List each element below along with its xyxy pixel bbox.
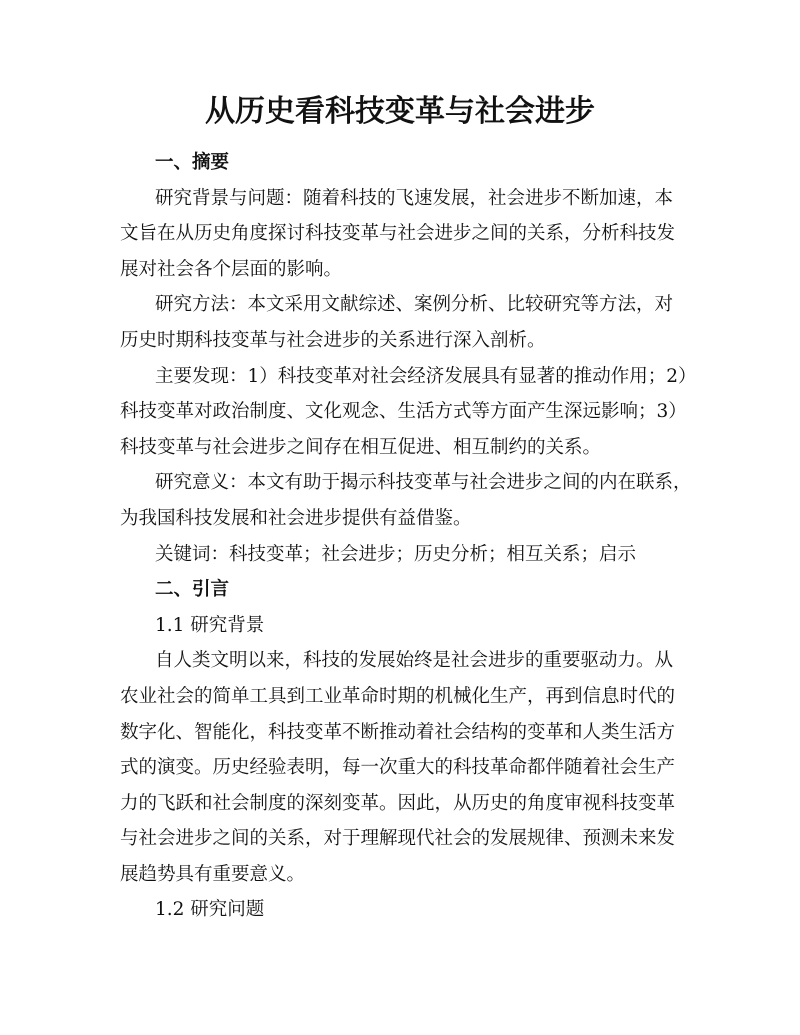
paragraph-line: 研究意义：本文有助于揭示科技变革与社会进步之间的内在联系，	[155, 472, 692, 494]
paragraph-line: 式的演变。历史经验表明，每一次重大的科技革命都伴随着社会生产	[120, 757, 676, 779]
paragraph-line: 历史时期科技变革与社会进步的关系进行深入剖析。	[120, 329, 546, 351]
abstract-background-paragraph	[120, 181, 695, 288]
paragraph-line: 农业社会的简单工具到工业革命时期的机械化生产，再到信息时代的	[120, 685, 676, 707]
paragraph-line: 为我国科技发展和社会进步提供有益借鉴。	[120, 507, 472, 529]
paragraph-line: 主要发现：1）科技变革对社会经济发展具有显著的推动作用；2）	[155, 365, 697, 387]
abstract-findings-paragraph	[120, 359, 695, 466]
paragraph-line: 研究方法：本文采用文献综述、案例分析、比较研究等方法，对	[155, 294, 674, 316]
subsection-heading-questions: 1.2 研究问题	[155, 899, 265, 921]
abstract-significance-paragraph	[120, 465, 695, 536]
document-title: 从历史看科技变革与社会进步	[205, 94, 595, 129]
paragraph-line: 文旨在从历史角度探讨科技变革与社会进步之间的关系，分析科技发	[120, 223, 676, 245]
paragraph-line: 科技变革对政治制度、文化观念、生活方式等方面产生深远影响；3）	[120, 401, 687, 423]
document-body	[120, 145, 695, 928]
subsection-heading-background: 1.1 研究背景	[155, 614, 265, 636]
keywords-line: 关键词：科技变革；社会进步；历史分析；相互关系；启示	[155, 543, 637, 565]
paragraph-line: 研究背景与问题：随着科技的飞速发展，社会进步不断加速，本	[155, 187, 674, 209]
introduction-background-paragraph	[120, 643, 695, 892]
paragraph-line: 科技变革与社会进步之间存在相互促进、相互制约的关系。	[120, 436, 602, 458]
paragraph-line: 展对社会各个层面的影响。	[120, 258, 343, 280]
paragraph-line: 展趋势具有重要意义。	[120, 863, 306, 885]
introduction-heading: 二、引言	[155, 579, 230, 601]
abstract-heading: 一、摘要	[155, 152, 230, 173]
paragraph-line: 力的飞跃和社会制度的深刻变革。因此，从历史的角度审视科技变革	[120, 792, 676, 814]
paragraph-line: 与社会进步之间的关系，对于理解现代社会的发展规律、预测未来发	[120, 828, 676, 850]
paragraph-line: 自人类文明以来，科技的发展始终是社会进步的重要驱动力。从	[155, 650, 674, 672]
abstract-methods-paragraph	[120, 287, 695, 358]
paragraph-line: 数字化、智能化，科技变革不断推动着社会结构的变革和人类生活方	[120, 721, 676, 743]
